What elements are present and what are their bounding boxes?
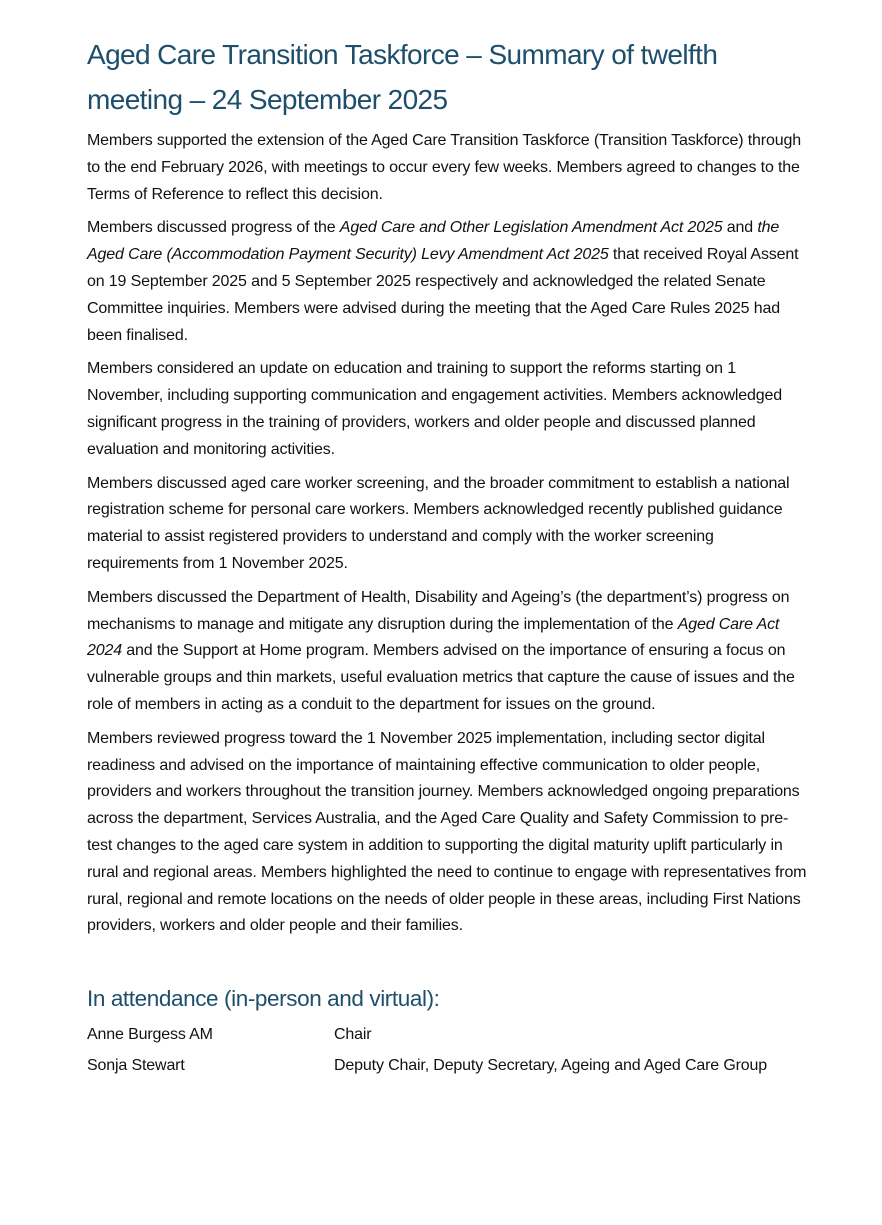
meeting-summary-body [87, 128, 807, 940]
paragraph-text: and [722, 219, 758, 237]
legislation-title: the Aged Care (Accommodation Payment Security) Levy Amendment Act 2025 [87, 219, 780, 264]
paragraph-text: Members discussed progress of the [87, 219, 340, 237]
document-title: Aged Care Transition Taskforce – Summary of twelfth meeting – 24 September 2025 [87, 39, 718, 115]
paragraph-text: Members considered an update on education and training to support the reforms starting on 1 November, including supporting communication and engagement activities. Members acknowledged significant progress in the training of providers, workers and older people and discussed planned evaluation and monitoring activities. [87, 360, 783, 458]
attendee-name: Anne Burgess AM [87, 1026, 213, 1044]
attendee-name: Sonja Stewart [87, 1057, 185, 1075]
paragraph-text: Members discussed aged care worker screening, and the broader commitment to establish a national registration scheme for personal care workers. Members acknowledged recently published guidance material to assist registered providers to understand and comply with the worker screening requirements from 1 November 2025. [87, 474, 790, 572]
summary-paragraph [87, 726, 807, 940]
attendee-role: Chair [334, 1026, 372, 1044]
summary-paragraph [87, 471, 807, 578]
legislation-title: Aged Care Act 2024 [87, 615, 780, 660]
summary-paragraph [87, 215, 807, 349]
attendance-row [87, 1022, 807, 1048]
attendance-row [87, 1053, 807, 1079]
attendance-heading: In attendance (in-person and virtual): [87, 986, 440, 1012]
paragraph-text: Members supported the extension of the Aged Care Transition Taskforce (Transition Taskforce) through to the end February 2026, with meetings to occur every few weeks. Members agreed to changes to the Terms of Reference to reflect this decision. [87, 132, 801, 203]
summary-paragraph [87, 128, 807, 208]
summary-paragraph [87, 585, 807, 719]
legislation-title: Aged Care and Other Legislation Amendment Act 2025 [339, 219, 723, 237]
paragraph-text: and the Support at Home program. Members advised on the importance of ensuring a focus on vulnerable groups and thin markets, useful evaluation metrics that capture the cause of issues and the role of members in acting as a conduit to the department for issues on the ground. [87, 642, 795, 713]
summary-paragraph [87, 356, 807, 463]
document-page [87, 32, 807, 1084]
attendance-table [87, 1022, 807, 1079]
paragraph-text: Members discussed the Department of Health, Disability and Ageing’s (the department’s) progress on mechanisms to manage and mitigate any disruption during the implementation of the [87, 588, 790, 633]
paragraph-text: that received Royal Assent on 19 September 2025 and 5 September 2025 respectively and acknowledged the related Senate Committee inquiries. Members were advised during the meeting that the Aged Care Rules 2025 had been finalised. [87, 246, 799, 344]
paragraph-text: Members reviewed progress toward the 1 November 2025 implementation, including sector digital readiness and advised on the importance of maintaining effective communication to older people, providers and workers throughout the transition journey. Members acknowledged ongoing preparations across the department, Services Australia, and the Aged Care Quality and Safety Commission to pre-test changes to the aged care system in addition to supporting the digital maturity uplift particularly in rural and regional areas. Members highlighted the need to continue to engage with representatives from rural, regional and remote locations on the needs of older people in these areas, including First Nations providers, workers and older people and their families. [87, 729, 807, 935]
attendee-role: Deputy Chair, Deputy Secretary, Ageing and Aged Care Group [334, 1057, 768, 1075]
